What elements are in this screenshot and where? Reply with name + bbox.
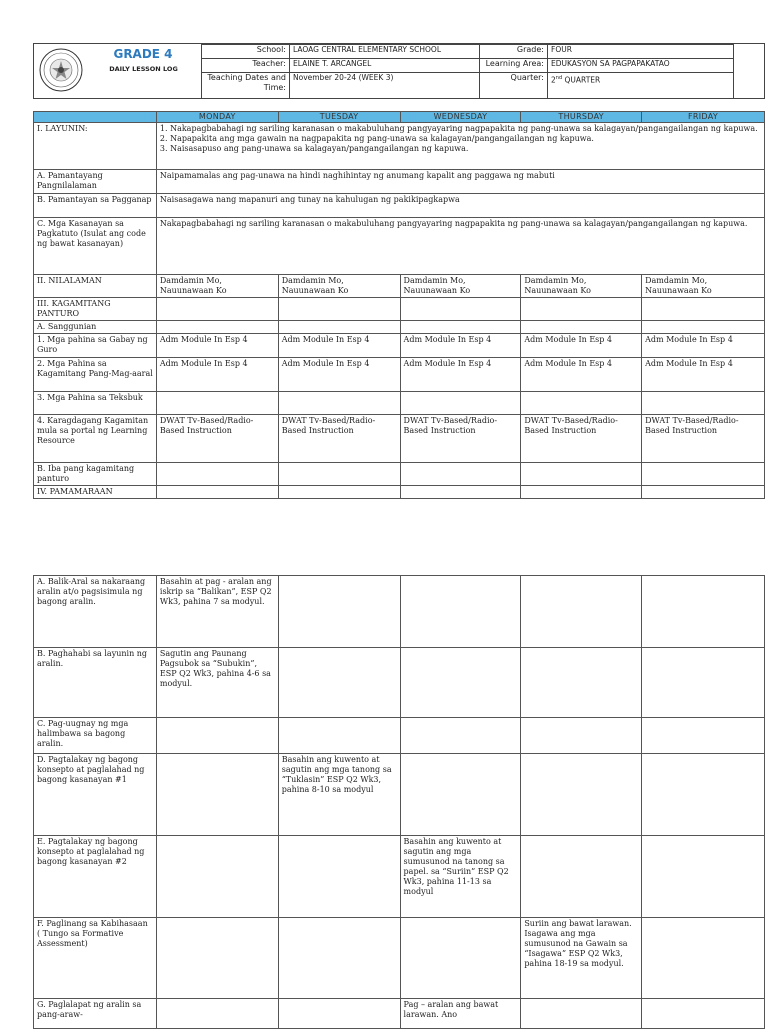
procedure-wednesday: Pag – aralan ang bawat larawan. Ano [400,999,521,1029]
kagamitang-pang-mag-aaral-thursday: Adm Module In Esp 4 [521,358,642,392]
procedure-friday [642,576,765,648]
procedure-row [34,648,765,718]
procedure-wednesday: Basahin ang kuwento at sagutin ang mga sumusunod na tanong sa papel. sa “Suriin” ESP Q2 Wk3, pahina 11-13 sa modyul [400,836,521,918]
nilalaman-tuesday: Damdamin Mo, Nauunawaan Ko [278,275,400,298]
empty-cell [400,321,521,334]
procedure-thursday [521,836,642,918]
dates-label [202,73,290,99]
procedure-tuesday: Basahin ang kuwento at sagutin ang mga tanong sa “Tuklasin” ESP Q2 Wk3, pahina 8-10 sa modyul [278,754,400,836]
pamantayan-sa-pagganap-label: B. Pamantayan sa Pagganap [34,194,157,218]
day-wednesday: WEDNESDAY [400,112,521,123]
doc-type-title: DAILY LESSON LOG [109,65,178,73]
procedure-monday [156,836,278,918]
procedure-thursday [521,648,642,718]
empty-cell [642,463,765,486]
nilalaman-label: II. NILALAMAN [34,275,157,298]
layunin-row [34,123,765,170]
gabay-ng-guro-monday: Adm Module In Esp 4 [156,334,278,358]
iba-pang-kagamitan-row [34,463,765,486]
procedure-monday [156,718,278,754]
quarter-value [548,73,734,99]
empty-cell [400,298,521,321]
procedure-monday: Basahin at pag - aralan ang iskrip sa “Balikan”, ESP Q2 Wk3, pahina 7 sa modyul. [156,576,278,648]
nilalaman-wednesday: Damdamin Mo, Nauunawaan Ko [400,275,521,298]
kagamitang-panturo-label: III. KAGAMITANG PANTURO [34,298,157,321]
pamantayang-pangnilalaman-label: A. Pamantayang Pangnilalaman [34,170,157,194]
quarter-label: Quarter: [480,73,548,99]
sanggunian-label: A. Sanggunian [34,321,157,334]
karagdagang-kagamitan-friday: DWAT Tv-Based/Radio-Based Instruction [642,415,765,463]
procedure-thursday [521,718,642,754]
pamantayan-sa-pagganap-text: Naisasagawa nang mapanuri ang tunay na kahulugan ng pakikipagkapwa [156,194,764,218]
empty-cell [156,463,278,486]
procedure-tuesday [278,648,400,718]
kagamitang-pang-mag-aaral-monday: Adm Module In Esp 4 [156,358,278,392]
procedure-wednesday [400,918,521,999]
empty-cell [278,392,400,415]
procedure-monday [156,918,278,999]
procedure-label: F. Paglinang sa Kabihasaan ( Tungo sa Formative Assessment) [34,918,157,999]
iba-pang-kagamitan-label: B. Iba pang kagamitang panturo [34,463,157,486]
kagamitang-panturo-row [34,298,765,321]
procedure-label: G. Paglalapat ng aralin sa pang-araw- [34,999,157,1029]
procedure-thursday [521,999,642,1029]
procedure-row [34,918,765,999]
procedure-row [34,999,765,1029]
procedure-wednesday [400,648,521,718]
empty-cell [278,463,400,486]
procedure-row [34,576,765,648]
empty-cell [400,486,521,499]
empty-cell [278,321,400,334]
gabay-ng-guro-label: 1. Mga pahina sa Gabay ng Guro [34,334,157,358]
procedure-label: D. Pagtalakay ng bagong konsepto at paglalahad ng bagong kasanayan #1 [34,754,157,836]
quarter-word: QUARTER [562,75,601,85]
grade-title: GRADE 4 [113,47,173,61]
procedure-thursday: Suriin ang bawat larawan. Isagawa ang mga sumusunod na Gawain sa “Isagawa” ESP Q2 Wk3, pahina 18-19 sa modyul. [521,918,642,999]
gabay-ng-guro-row [34,334,765,358]
quarter-number: 2 [551,75,556,85]
learning-area-value: EDUKASYON SA PAGPAPAKATAO [548,59,734,73]
objective-3: 3. Naisasapuso ang pang-unawa sa kalagayan/pangangailangan ng kapuwa. [159,144,469,153]
empty-cell [156,392,278,415]
lesson-plan-table-top [33,111,765,499]
layunin-objectives [156,123,764,170]
procedure-label: B. Paghahabi sa layunin ng aralin. [34,648,157,718]
school-label: School: [202,45,290,59]
procedure-tuesday [278,576,400,648]
teksbuk-row [34,392,765,415]
header-logo-box [34,44,202,98]
procedure-tuesday [278,999,400,1029]
procedure-row [34,836,765,918]
day-friday: FRIDAY [642,112,765,123]
day-thursday: THURSDAY [521,112,642,123]
dates-label-line1: Teaching Dates and [207,73,286,82]
procedure-wednesday [400,576,521,648]
learning-area-label: Learning Area: [480,59,548,73]
karagdagang-kagamitan-wednesday: DWAT Tv-Based/Radio-Based Instruction [400,415,521,463]
sanggunian-row [34,321,765,334]
empty-cell [400,392,521,415]
pamantayang-pangnilalaman-row [34,170,765,194]
objective-2: 2. Napapakita ang mga gawain na nagpapakita ng pang-unawa sa kalagayan/pangangailangan ng kapuwa. [159,134,594,143]
empty-cell [521,321,642,334]
nilalaman-thursday: Damdamin Mo, Nauunawaan Ko [521,275,642,298]
empty-cell [521,486,642,499]
kagamitang-pang-mag-aaral-wednesday: Adm Module In Esp 4 [400,358,521,392]
kagamitang-pang-mag-aaral-label: 2. Mga Pahina sa Kagamitang Pang-Mag-aaral [34,358,157,392]
day-monday: MONDAY [156,112,278,123]
empty-cell [278,486,400,499]
quarter-suffix: nd [555,75,563,81]
procedure-wednesday [400,754,521,836]
nilalaman-friday: Damdamin Mo, Nauunawaan Ko [642,275,765,298]
empty-cell [156,486,278,499]
karagdagang-kagamitan-label: 4. Karagdagang Kagamitan mula sa portal ng Learning Resource [34,415,157,463]
school-value: LAOAG CENTRAL ELEMENTARY SCHOOL [290,45,480,59]
empty-cell [521,463,642,486]
empty-cell [156,298,278,321]
grade-value: FOUR [548,45,734,59]
karagdagang-kagamitan-monday: DWAT Tv-Based/Radio-Based Instruction [156,415,278,463]
deped-seal-icon [39,48,83,92]
kagamitang-pang-mag-aaral-row [34,358,765,392]
procedure-thursday [521,576,642,648]
day-tuesday: TUESDAY [278,112,400,123]
teacher-label: Teacher: [202,59,290,73]
procedure-row [34,754,765,836]
gabay-ng-guro-wednesday: Adm Module In Esp 4 [400,334,521,358]
procedure-tuesday [278,918,400,999]
procedure-label: A. Balik-Aral sa nakaraang aralin at/o pagsisimula ng bagong aralin. [34,576,157,648]
nilalaman-monday: Damdamin Mo, Nauunawaan Ko [156,275,278,298]
procedure-wednesday [400,718,521,754]
procedure-row [34,718,765,754]
empty-cell [521,298,642,321]
kagamitang-pang-mag-aaral-friday: Adm Module In Esp 4 [642,358,765,392]
procedure-tuesday [278,718,400,754]
header-info-table [201,44,734,99]
dll-header [33,43,765,99]
procedure-thursday [521,754,642,836]
empty-cell [521,392,642,415]
grade-label: Grade: [480,45,548,59]
gabay-ng-guro-friday: Adm Module In Esp 4 [642,334,765,358]
procedure-friday [642,754,765,836]
empty-cell [642,298,765,321]
empty-cell [642,486,765,499]
empty-cell [400,463,521,486]
pamamaraan-row [34,486,765,499]
mga-kasanayan-row [34,218,765,275]
objective-1: 1. Nakapagbabahagi ng sariling karanasan o makabuluhang pangyayaring nagpapakita ng pang-unawa sa kalagayan/pangangailangan ng kapuwa. [159,124,758,133]
mga-kasanayan-label: C. Mga Kasanayan sa Pagkatuto (Isulat ang code ng bawat kasanayan) [34,218,157,275]
procedure-friday [642,718,765,754]
layunin-label: I. LAYUNIN: [34,123,157,170]
lesson-plan-table-procedures [33,575,765,1029]
nilalaman-row [34,275,765,298]
karagdagang-kagamitan-row [34,415,765,463]
teksbuk-label: 3. Mga Pahina sa Teksbuk [34,392,157,415]
karagdagang-kagamitan-thursday: DWAT Tv-Based/Radio-Based Instruction [521,415,642,463]
mga-kasanayan-text: Nakapagbabahagi ng sariling karanasan o makabuluhang pangyayaring nagpapakita ng pang-unawa sa kalagayan/pangangailangan ng kapuwa. [156,218,764,275]
gabay-ng-guro-tuesday: Adm Module In Esp 4 [278,334,400,358]
procedure-friday [642,836,765,918]
dates-label-line2: Time: [263,83,286,92]
empty-cell [642,321,765,334]
procedure-tuesday [278,836,400,918]
header-blank-cell [34,112,157,123]
procedure-monday [156,754,278,836]
procedure-label: C. Pag-uugnay ng mga halimbawa sa bagong aralin. [34,718,157,754]
procedure-monday: Sagutin ang Paunang Pagsubok sa “Subukin”, ESP Q2 Wk3, pahina 4-6 sa modyul. [156,648,278,718]
empty-cell [642,392,765,415]
pamamaraan-label: IV. PAMAMARAAN [34,486,157,499]
kagamitang-pang-mag-aaral-tuesday: Adm Module In Esp 4 [278,358,400,392]
pamantayang-pangnilalaman-text: Naipamamalas ang pag-unawa na hindi naghihintay ng anumang kapalit ang paggawa ng mabuti [156,170,764,194]
karagdagang-kagamitan-tuesday: DWAT Tv-Based/Radio-Based Instruction [278,415,400,463]
gabay-ng-guro-thursday: Adm Module In Esp 4 [521,334,642,358]
dates-value: November 20-24 (WEEK 3) [290,73,480,99]
procedure-monday [156,999,278,1029]
empty-cell [156,321,278,334]
empty-cell [278,298,400,321]
procedure-friday [642,918,765,999]
teacher-value: ELAINE T. ARCANGEL [290,59,480,73]
pamantayan-sa-pagganap-row [34,194,765,218]
procedure-label: E. Pagtalakay ng bagong konsepto at paglalahad ng bagong kasanayan #2 [34,836,157,918]
day-header-row [34,112,765,123]
procedure-friday [642,648,765,718]
procedure-friday [642,999,765,1029]
